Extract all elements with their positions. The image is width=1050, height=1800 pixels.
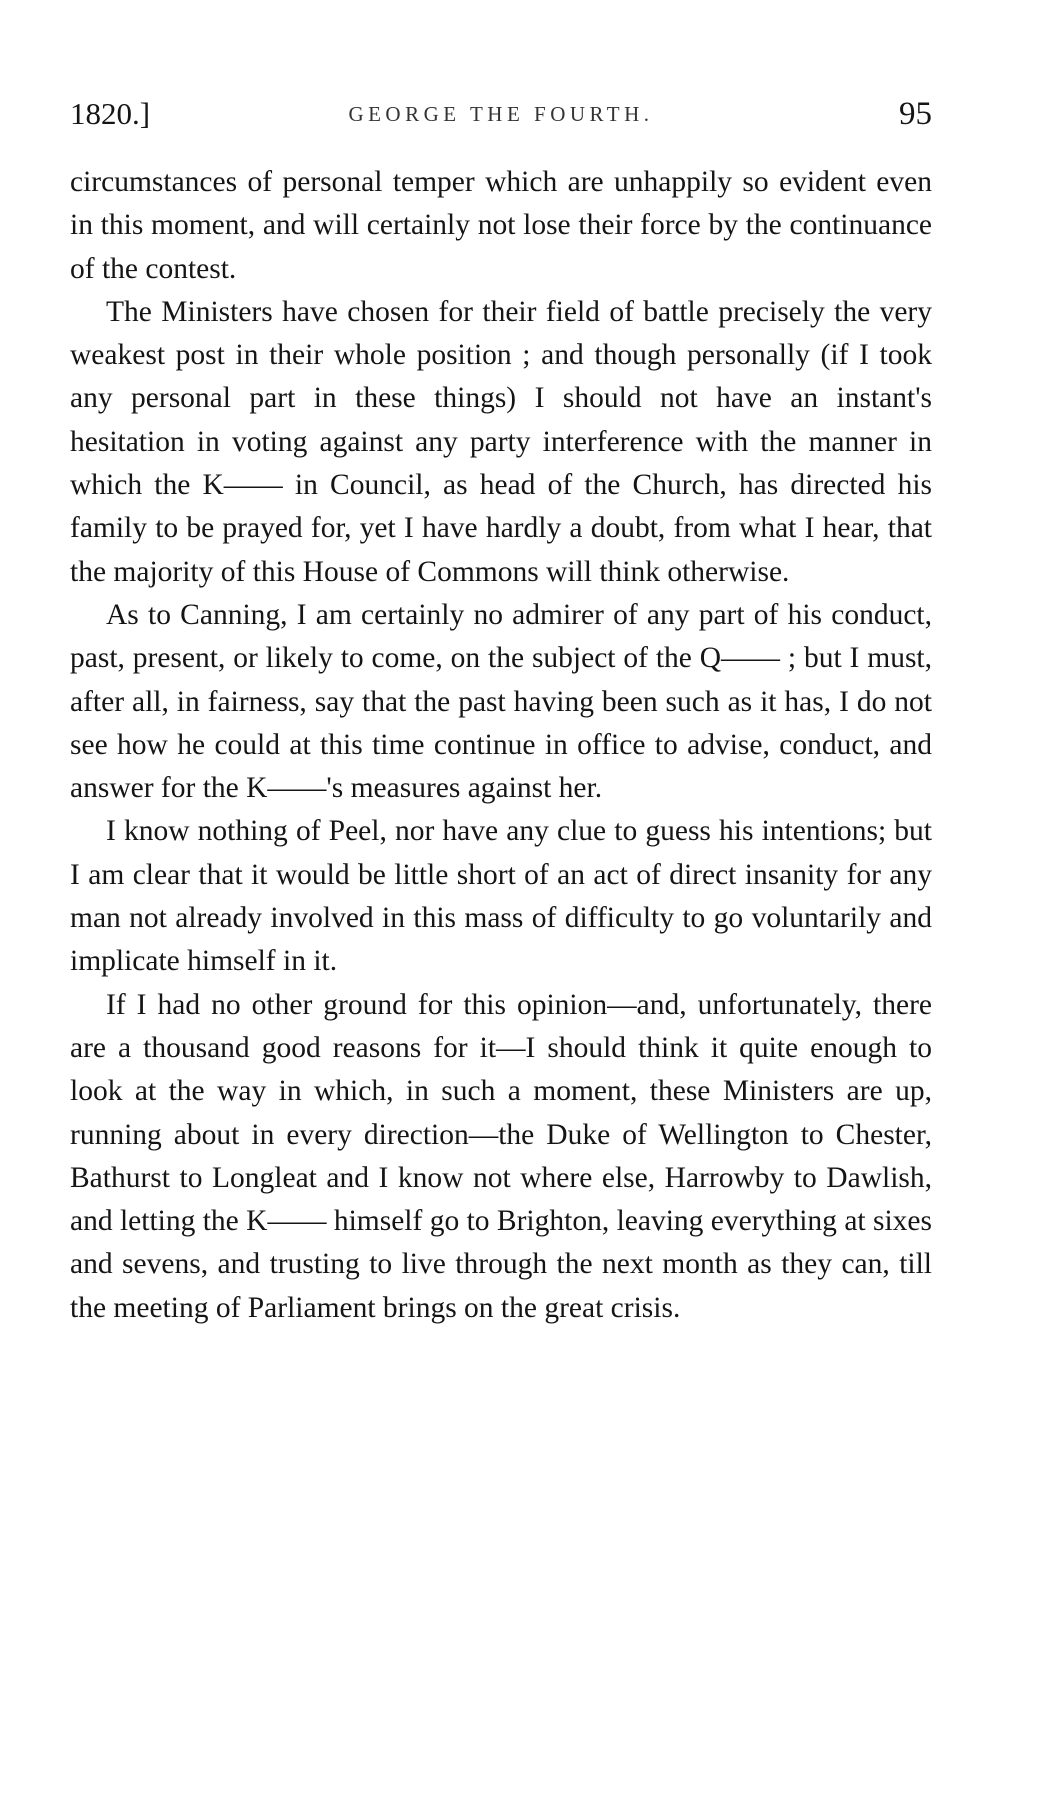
paragraph: If I had no other ground for this opinion—and, unfortunately, there are a thousand good reasons for it—I should think it quite enough to look at the way in which, in such a moment, these Ministers are up, running about in every direction—the Duke of Wellington to Chester, Bathurst to Longleat and I know not where else, Harrowby to Dawlish, and letting the K—— himself go to Brighton, leaving everything at sixes and sevens, and trusting to live through the next month as they can, till the meeting of Parliament brings on the great crisis. bbox=[70, 988, 932, 1324]
paragraph: The Ministers have chosen for their field of battle precisely the very weakest post in their whole position ; and though personally (if I took any personal part in these things) I should not have an instant's hesitation in voting against any party interference with the manner in which the K—— in Council, as head of the Church, has directed his family to be prayed for, yet I have hardly a doubt, from what I hear, that the majority of this House of Commons will think otherwise. bbox=[70, 295, 932, 588]
page-number: 95 bbox=[899, 96, 932, 132]
paragraph-continued: circumstances of personal temper which are unhappily so evident even in this moment, and will certainly not lose their force by the continuance of the contest. bbox=[70, 166, 932, 285]
body-text bbox=[70, 161, 932, 1330]
running-head bbox=[70, 92, 932, 136]
header-title: GEORGE THE FOURTH. bbox=[348, 102, 654, 126]
paragraph: I know nothing of Peel, nor have any clue to guess his intentions; but I am clear that it would be little short of an act of direct insanity for any man not already involved in this mass of difficulty to go voluntarily and implicate himself in it. bbox=[70, 815, 932, 978]
paragraph: As to Canning, I am certainly no admirer of any part of his conduct, past, present, or likely to come, on the subject of the Q—— ; but I must, after all, in fairness, say that the past having been such as it has, I do not see how he could at this time continue in office to advise, conduct, and answer for the K——'s measures against her. bbox=[70, 598, 932, 805]
header-year: 1820.] bbox=[70, 96, 151, 131]
